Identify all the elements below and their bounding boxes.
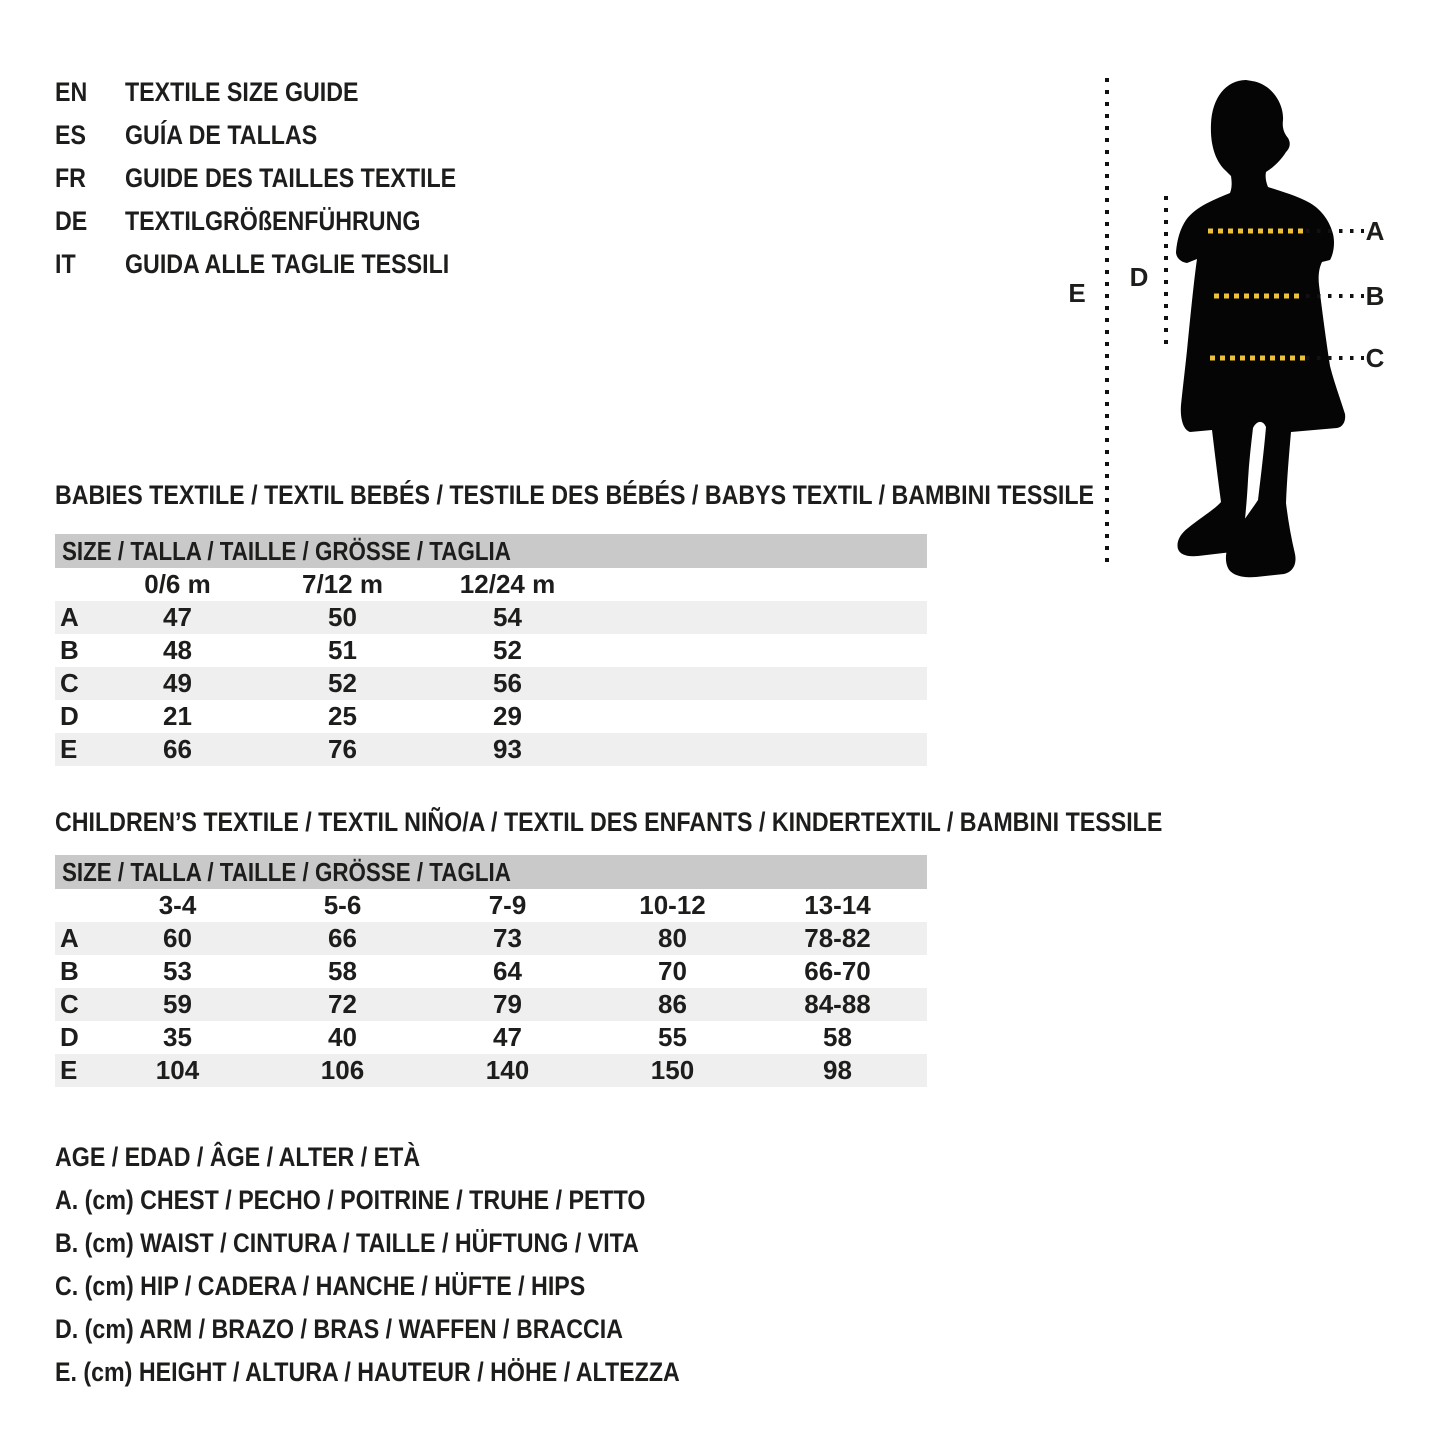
table-cell: 98 [823, 1055, 852, 1085]
section-title-children [55, 807, 1343, 837]
legend-line [55, 1265, 781, 1308]
table-row [55, 988, 927, 1021]
table-row [55, 922, 927, 955]
table-cell: 49 [163, 668, 192, 698]
size-header-bar [55, 534, 927, 568]
section-title-text: BABIES TEXTILE / TEXTIL BEBÉS / TESTILE DES BÉBÉS / BABYS TEXTIL / BAMBINI TESSILE [55, 480, 1095, 510]
language-row [55, 114, 510, 157]
size-header-label: SIZE / TALLA / TAILLE / GRÖSSE / TAGLIA [62, 535, 511, 566]
table-row [55, 1021, 927, 1054]
table-cell: 59 [163, 989, 192, 1019]
table-row [55, 601, 927, 634]
table-cell: 86 [658, 989, 687, 1019]
table-cell: 29 [493, 701, 522, 731]
table-row [55, 634, 927, 667]
language-title-list [55, 71, 510, 286]
table-row [55, 667, 927, 700]
language-code: IT [55, 249, 76, 279]
table-cell: 70 [658, 956, 687, 986]
language-title: TEXTILGRÖßENFÜHRUNG [125, 206, 421, 236]
table-cell: 51 [328, 635, 357, 665]
column-header: 5-6 [323, 890, 362, 920]
table-cell: 58 [328, 956, 357, 986]
language-title: GUIDA ALLE TAGLIE TESSILI [125, 249, 450, 279]
legend-line [55, 1179, 781, 1222]
column-header-row [55, 889, 927, 922]
legend-line [55, 1351, 781, 1394]
legend-text: A. (cm) CHEST / PECHO / POITRINE / TRUHE / PETTO [55, 1185, 646, 1215]
column-header: 0/6 m [144, 569, 211, 599]
column-header: 12/24 m [459, 569, 556, 599]
language-code: FR [55, 163, 86, 193]
table-cell: 60 [163, 923, 192, 953]
table-cell: 55 [658, 1022, 687, 1052]
legend-text: B. (cm) WAIST / CINTURA / TAILLE / HÜFTUNG / VITA [55, 1228, 639, 1258]
row-label: A [60, 602, 79, 632]
table-cell: 80 [658, 923, 687, 953]
table-cell: 52 [493, 635, 522, 665]
table-cell: 40 [328, 1022, 357, 1052]
table-cell: 25 [328, 701, 357, 731]
table-cell: 66 [328, 923, 357, 953]
measure-label-E: E [1068, 278, 1086, 308]
child-silhouette-figure [1050, 55, 1445, 600]
table-cell: 54 [493, 602, 522, 632]
language-code: EN [55, 77, 88, 107]
row-label: E [60, 1055, 78, 1085]
column-header: 10-12 [639, 890, 706, 920]
row-label: D [60, 701, 79, 731]
table-cell: 47 [493, 1022, 522, 1052]
language-title: TEXTILE SIZE GUIDE [125, 77, 359, 107]
row-label: D [60, 1022, 79, 1052]
table-cell: 66 [163, 734, 192, 764]
table-cell: 48 [163, 635, 192, 665]
table-cell: 93 [493, 734, 522, 764]
section-title-text: CHILDREN’S TEXTILE / TEXTIL NIÑO/A / TEXTIL DES ENFANTS / KINDERTEXTIL / BAMBINI TESSILE [55, 807, 1163, 837]
language-row [55, 200, 510, 243]
table-cell: 66-70 [804, 956, 871, 986]
language-row [55, 243, 510, 286]
table-cell: 35 [163, 1022, 192, 1052]
language-code: DE [55, 206, 88, 236]
table-cell: 47 [163, 602, 192, 632]
row-label: A [60, 923, 79, 953]
table-cell: 21 [163, 701, 192, 731]
language-row [55, 71, 510, 114]
table-row [55, 700, 927, 733]
table-cell: 72 [328, 989, 357, 1019]
size-header-label: SIZE / TALLA / TAILLE / GRÖSSE / TAGLIA [62, 856, 511, 887]
measure-label-B: B [1365, 281, 1385, 311]
size-header-bar [55, 855, 927, 889]
size-table-children [55, 855, 927, 1087]
table-cell: 53 [163, 956, 192, 986]
column-header: 7-9 [488, 890, 527, 920]
table-cell: 58 [823, 1022, 852, 1052]
legend-line [55, 1308, 781, 1351]
section-title-babies [55, 480, 1263, 510]
language-code: ES [55, 120, 86, 150]
legend-text: E. (cm) HEIGHT / ALTURA / HAUTEUR / HÖHE / ALTEZZA [55, 1357, 680, 1387]
row-label: B [60, 956, 79, 986]
column-header: 13-14 [804, 890, 871, 920]
table-cell: 78-82 [804, 923, 871, 953]
row-label: E [60, 734, 78, 764]
table-cell: 79 [493, 989, 522, 1019]
table-cell: 140 [485, 1055, 530, 1085]
row-label: C [60, 989, 79, 1019]
legend-line [55, 1136, 781, 1179]
table-cell: 52 [328, 668, 357, 698]
language-title: GUÍA DE TALLAS [125, 120, 318, 150]
measurement-legend [55, 1136, 781, 1394]
table-cell: 73 [493, 923, 522, 953]
table-row [55, 1054, 927, 1087]
table-row [55, 733, 927, 766]
legend-text: C. (cm) HIP / CADERA / HANCHE / HÜFTE / HIPS [55, 1271, 586, 1301]
legend-text: AGE / EDAD / ÂGE / ALTER / ETÀ [55, 1142, 421, 1172]
legend-line [55, 1222, 781, 1265]
measure-label-C: C [1365, 343, 1385, 373]
column-header: 3-4 [158, 890, 197, 920]
table-cell: 50 [328, 602, 357, 632]
table-cell: 56 [493, 668, 522, 698]
language-title: GUIDE DES TAILLES TEXTILE [125, 163, 457, 193]
column-header-row [55, 568, 927, 601]
legend-text: D. (cm) ARM / BRAZO / BRAS / WAFFEN / BRACCIA [55, 1314, 624, 1344]
measure-label-D: D [1129, 262, 1149, 292]
table-cell: 76 [328, 734, 357, 764]
measure-label-A: A [1365, 216, 1385, 246]
table-cell: 84-88 [804, 989, 871, 1019]
language-row [55, 157, 510, 200]
table-cell: 104 [155, 1055, 200, 1085]
table-cell: 150 [650, 1055, 695, 1085]
column-header: 7/12 m [302, 569, 383, 599]
table-row [55, 955, 927, 988]
table-cell: 64 [493, 956, 522, 986]
row-label: C [60, 668, 79, 698]
row-label: B [60, 635, 79, 665]
size-table-babies [55, 534, 927, 766]
table-cell: 106 [320, 1055, 365, 1085]
